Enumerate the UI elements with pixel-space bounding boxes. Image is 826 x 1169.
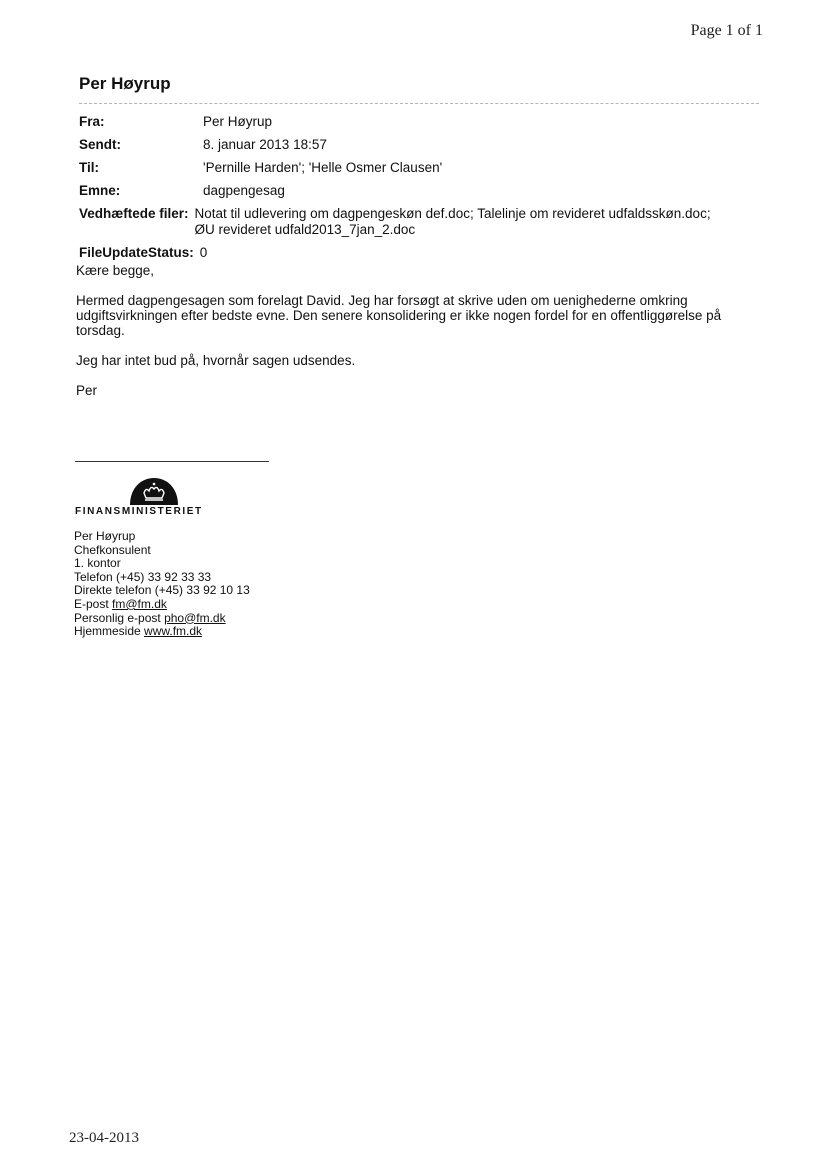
email-link[interactable]: fm@fm.dk xyxy=(112,596,167,611)
header-to xyxy=(79,160,769,176)
signature-personal-email-row xyxy=(74,612,250,626)
to-label: Til: xyxy=(79,160,99,175)
crown-icon xyxy=(128,476,180,506)
website-link[interactable]: www.fm.dk xyxy=(144,624,203,639)
header-from xyxy=(79,114,769,130)
signature-direct-phone: Direkte telefon (+45) 33 92 10 13 xyxy=(74,583,250,598)
sender-heading: Per Høyrup xyxy=(79,74,171,93)
header-attachments xyxy=(79,206,769,238)
header-sent xyxy=(79,137,769,153)
signature-name: Per Høyrup xyxy=(74,529,136,543)
signature-block xyxy=(74,530,250,639)
website-label: Hjemmeside xyxy=(74,624,141,639)
file-status-label: FileUpdateStatus: xyxy=(79,245,194,260)
personal-email-label: Personlig e-post xyxy=(74,610,161,625)
header-subject xyxy=(79,183,769,199)
sent-label: Sendt: xyxy=(79,137,121,152)
subject-value: dagpengesag xyxy=(203,183,285,198)
signature-office: 1. kontor xyxy=(74,556,121,571)
attachment-line-1: Notat til udlevering om dagpengeskøn def.doc; Talelinje om revideret udfaldsskøn.doc; xyxy=(194,206,711,221)
footer-date: 23-04-2013 xyxy=(69,1130,139,1146)
personal-email-link[interactable]: pho@fm.dk xyxy=(164,610,226,625)
page-number: Page 1 of 1 xyxy=(690,22,763,39)
body-paragraph-1: Hermed dagpengesagen som forelagt David. Jeg har forsøgt at skrive uden om uenighederne omkring udgiftsvirkningen efter bedste evne. Den senere konsolidering er ikke nogen fordel for en offentliggørelse på torsdag. xyxy=(76,293,722,338)
subject-label: Emne: xyxy=(79,183,121,198)
signature-title: Chefkonsulent xyxy=(74,542,151,557)
signature-phone: Telefon (+45) 33 92 33 33 xyxy=(74,569,212,584)
email-label: E-post xyxy=(74,596,109,611)
email-body xyxy=(76,263,766,413)
logo-text: FINANSMINISTERIET xyxy=(75,506,203,517)
attachment-line-2: ØU revideret udfald2013_7jan_2.doc xyxy=(194,222,416,237)
greeting: Kære begge, xyxy=(76,263,155,278)
heading-divider xyxy=(79,103,759,104)
signature-email-row xyxy=(74,598,250,612)
email-headers xyxy=(79,114,769,261)
signature-website-row xyxy=(74,625,250,639)
file-status-value: 0 xyxy=(199,245,208,260)
header-file-status xyxy=(79,245,769,261)
from-value: Per Høyrup xyxy=(203,114,273,129)
sent-value: 8. januar 2013 18:57 xyxy=(203,137,327,152)
body-paragraph-2: Jeg har intet bud på, hvornår sagen udsendes. xyxy=(76,353,356,368)
signature-divider xyxy=(75,461,269,462)
closing: Per xyxy=(76,383,98,398)
to-value: 'Pernille Harden'; 'Helle Osmer Clausen' xyxy=(203,160,443,175)
attachments-value xyxy=(195,206,769,238)
attachments-label: Vedhæftede filer: xyxy=(79,206,189,221)
from-label: Fra: xyxy=(79,114,105,129)
